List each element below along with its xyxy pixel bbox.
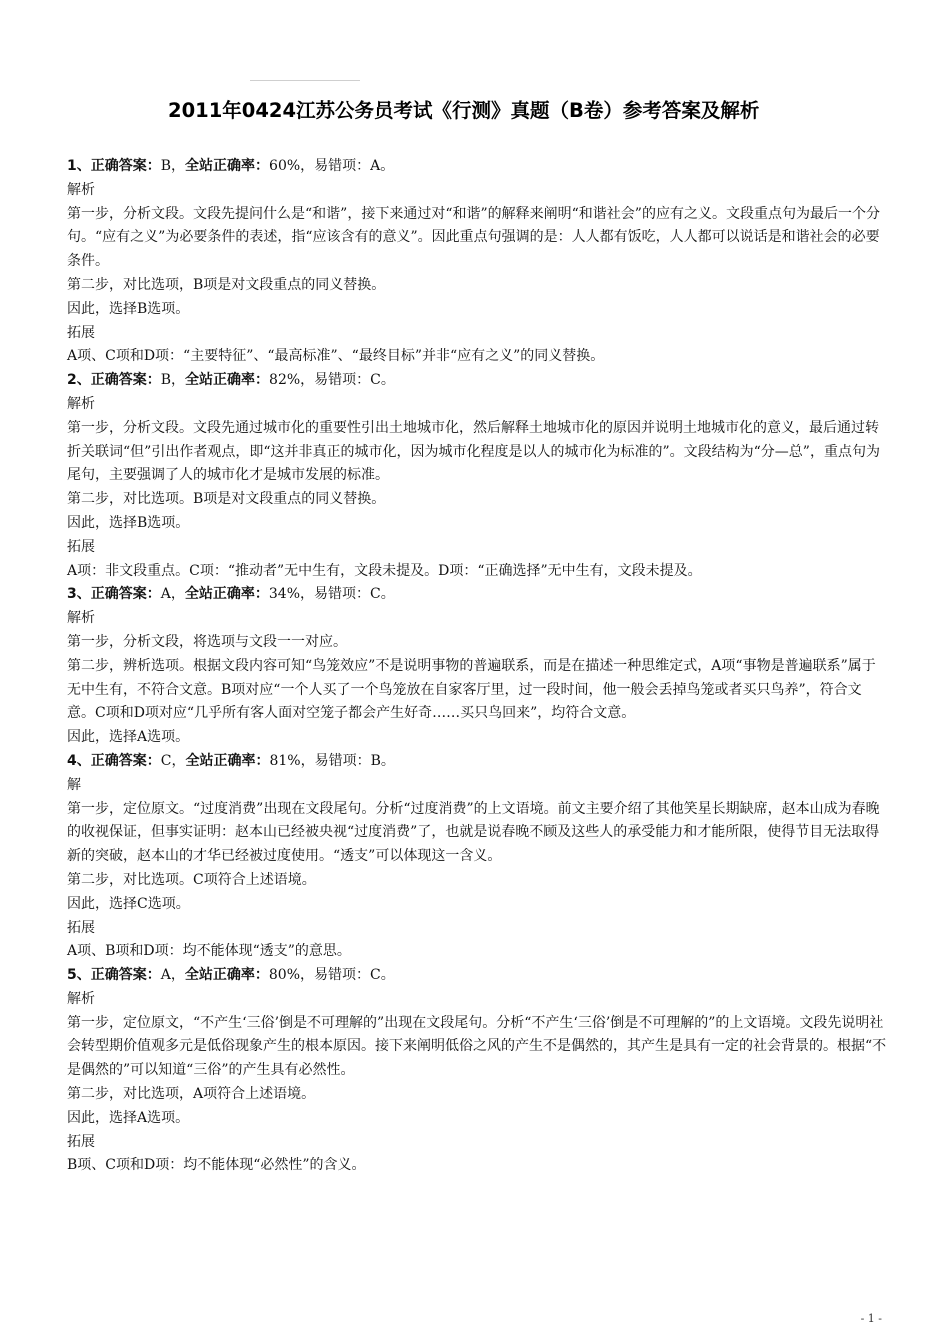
answer-value: C， bbox=[160, 752, 186, 769]
explanation-paragraph: 第一步，定位原文。“过度消费”出现在文段尾句。分析“过度消费”的上文语境。前文主要介绍了其他笑星长期缺席，赵本山成为春晚的收视保证，但事实证明：赵本山已经被央视“过度消费”了，也就是说春晚不顾及这些人的承受能力和才能所限，使得节目无法取得新的突破，赵本山的才华已经被过度使用。“透支”可以体现这一含义。 bbox=[67, 800, 880, 865]
answer-label: 正确答案： bbox=[90, 158, 161, 174]
explanation-paragraph: 拓展 bbox=[67, 538, 95, 555]
explanation-paragraph: 第一步，分析文段。文段先通过城市化的重要性引出土地城市化，然后解释土地城市化的原因并说明土地城市化的意义，最后通过转折关联词“但”引出作者观点，即“这并非真正的城市化，因为城市化程度是以人的城市化为标准的”。文段结构为“分—总”，重点句为尾句，主要强调了人的城市化才是城市发展的标准。 bbox=[67, 419, 880, 484]
explanation-paragraph: 第二步，对比选项，B项是对文段重点的同义替换。 bbox=[67, 276, 386, 293]
accuracy-value: 80%，易错项：C。 bbox=[268, 967, 395, 984]
answer-line bbox=[67, 369, 889, 393]
explanation-paragraph: A项、B项和D项：均不能体现“透支”的意思。 bbox=[67, 943, 351, 960]
explanation-paragraph: A项、C项和D项：“主要特征”、“最高标准”、“最终目标”并非“应有之义”的同义替换。 bbox=[67, 348, 605, 365]
explanation-paragraph: 解析 bbox=[67, 181, 95, 198]
explanation-paragraph: 因此，选择C选项。 bbox=[67, 895, 190, 912]
accuracy-value: 82%，易错项：C。 bbox=[269, 372, 395, 389]
answer-line bbox=[67, 964, 889, 988]
question-block bbox=[67, 750, 889, 964]
question-number: 3、 bbox=[67, 586, 91, 603]
accuracy-label: 全站正确率： bbox=[185, 752, 270, 769]
explanation-paragraph: 第一步，定位原文，“不产生‘三俗’倒是不可理解的”出现在文段尾句。分析“不产生‘三俗’倒是不可理解的”的上文语境。文段先说明社会转型期价值观多元是低俗现象产生的根本原因。接下来阐明低俗之风的产生不是偶然的，其产生是具有一定的社会背景的。根据“不是偶然的”可以知道“三俗”的产生具有必然性。 bbox=[67, 1014, 887, 1079]
explanation-paragraph: 第一步，分析文段，将选项与文段一一对应。 bbox=[67, 633, 347, 650]
answer-line bbox=[67, 750, 889, 774]
question-block bbox=[67, 369, 889, 583]
explanation-paragraph: 解析 bbox=[67, 990, 95, 1007]
explanation-paragraph: 因此，选择A选项。 bbox=[67, 729, 190, 746]
question-block bbox=[67, 583, 889, 750]
explanation-paragraph: 因此，选择A选项。 bbox=[67, 1109, 190, 1126]
explanation-paragraph: 拓展 bbox=[67, 919, 95, 936]
header-rule bbox=[250, 80, 360, 81]
explanation-paragraph: 解析 bbox=[67, 610, 95, 627]
answer-label: 正确答案： bbox=[90, 586, 161, 603]
accuracy-label: 全站正确率： bbox=[184, 586, 269, 603]
explanation-paragraph: 因此，选择B选项。 bbox=[67, 300, 190, 317]
question-block bbox=[67, 964, 889, 1178]
answer-value: B， bbox=[160, 158, 186, 174]
accuracy-label: 全站正确率： bbox=[185, 372, 270, 389]
answer-value: B， bbox=[160, 372, 186, 389]
explanation-paragraph: A项：非文段重点。C项：“推动者”无中生有，文段未提及。D项：“正确选择”无中生有，文段未提及。 bbox=[67, 562, 702, 579]
accuracy-label: 全站正确率： bbox=[184, 967, 269, 984]
explanation-paragraph: 第二步，对比选项。B项是对文段重点的同义替换。 bbox=[67, 491, 386, 508]
explanation-paragraph: B项、C项和D项：均不能体现“必然性”的含义。 bbox=[67, 1157, 366, 1174]
question-number: 4、 bbox=[67, 752, 91, 769]
accuracy-value: 60%，易错项：A。 bbox=[269, 158, 395, 174]
accuracy-label: 全站正确率： bbox=[185, 158, 270, 174]
explanation-paragraph: 拓展 bbox=[67, 324, 95, 341]
page-number: - 1 - bbox=[860, 1312, 882, 1325]
question-number: 5、 bbox=[67, 967, 91, 984]
answer-label: 正确答案： bbox=[90, 967, 161, 984]
answer-list bbox=[67, 155, 889, 1178]
answer-value: A， bbox=[160, 586, 185, 603]
answer-label: 正确答案： bbox=[90, 372, 161, 389]
explanation-paragraph: 第一步，分析文段。文段先提问什么是“和谐”，接下来通过对“和谐”的解释来阐明“和谐社会”的应有之义。文段重点句为最后一个分句。“应有之义”为必要条件的表述，指“应该含有的意义”。因此重点句强调的是：人人都有饭吃，人人都可以说话是和谐社会的必要条件。 bbox=[67, 205, 880, 270]
answer-line bbox=[67, 583, 889, 607]
answer-value: A， bbox=[160, 967, 185, 984]
explanation-paragraph: 解 bbox=[67, 776, 81, 793]
question-number: 2、 bbox=[67, 372, 91, 389]
answer-line bbox=[67, 155, 889, 179]
question-number: 1、 bbox=[67, 158, 91, 174]
question-block bbox=[67, 155, 889, 369]
accuracy-value: 81%，易错项：B。 bbox=[269, 752, 395, 769]
explanation-paragraph: 因此，选择B选项。 bbox=[67, 514, 190, 531]
page-title: 2011年0424江苏公务员考试《行测》真题（B卷）参考答案及解析 bbox=[168, 99, 760, 122]
accuracy-value: 34%，易错项：C。 bbox=[268, 586, 395, 603]
explanation-paragraph: 拓展 bbox=[67, 1133, 95, 1150]
explanation-paragraph: 第二步，对比选项，A项符合上述语境。 bbox=[67, 1086, 316, 1103]
explanation-paragraph: 解析 bbox=[67, 395, 95, 412]
explanation-paragraph: 第二步，对比选项。C项符合上述语境。 bbox=[67, 871, 316, 888]
explanation-paragraph: 第二步，辨析选项。根据文段内容可知“鸟笼效应”不是说明事物的普遍联系，而是在描述一种思维定式，A项“事物是普遍联系”属于无中生有，不符合文意。B项对应“一个人买了一个鸟笼放在自家客厅里，过一段时间，他一般会丢掉鸟笼或者买只鸟养”，符合文意。C项和D项对应“几乎所有客人面对空笼子都会产生好奇……买只鸟回来”，均符合文意。 bbox=[67, 657, 876, 722]
answer-label: 正确答案： bbox=[90, 752, 161, 769]
